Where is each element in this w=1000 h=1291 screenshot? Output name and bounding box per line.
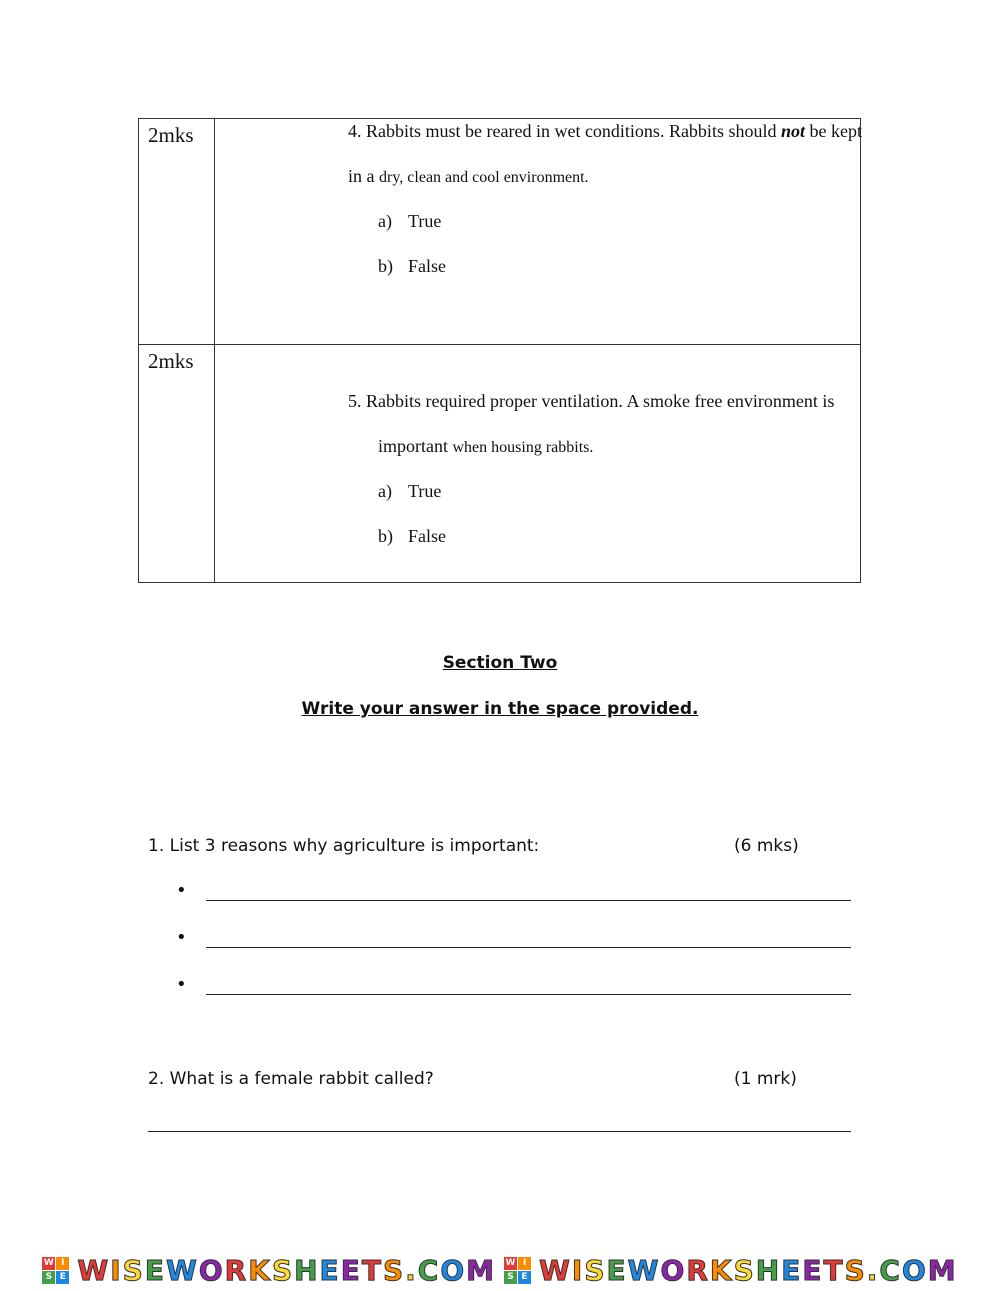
question-cell — [215, 119, 861, 345]
question-4-line-1: 4. Rabbits must be reared in wet conditions. Rabbits should not be kept — [348, 121, 862, 141]
marks-cell: 2mks — [139, 345, 215, 583]
answer-line-1[interactable] — [206, 900, 851, 901]
marks-cell: 2mks — [139, 119, 215, 345]
option-a-true[interactable]: a) True — [378, 211, 442, 231]
questions-table — [138, 118, 861, 583]
question-5-line-2: important when housing rabbits. — [378, 436, 594, 456]
watermark-text: WISEWORKSHEETS.COM — [77, 1254, 496, 1287]
answer-line-3[interactable] — [206, 994, 851, 995]
question-1-marks: (6 mks) — [734, 836, 799, 856]
watermark-footer — [0, 1250, 1000, 1291]
question-2-text: 2. What is a female rabbit called? — [148, 1069, 434, 1089]
question-row-4 — [139, 119, 861, 345]
answer-line-2[interactable] — [206, 947, 851, 948]
wise-logo-icon: W I S E — [42, 1257, 69, 1284]
question-2-marks: (1 mrk) — [734, 1069, 797, 1089]
option-a-true[interactable]: a) True — [378, 481, 442, 501]
option-b-false[interactable]: b) False — [378, 256, 446, 276]
question-cell — [215, 345, 861, 583]
bullet-2: • — [176, 927, 187, 948]
wise-logo-icon: W I S E — [504, 1257, 531, 1284]
option-b-false[interactable]: b) False — [378, 526, 446, 546]
section-instruction: Write your answer in the space provided. — [301, 699, 699, 719]
question-4-line-2: in a dry, clean and cool environment. — [348, 166, 589, 186]
watermark-text: WISEWORKSHEETS.COM — [539, 1254, 958, 1287]
bullet-1: • — [176, 880, 187, 901]
answer-line-q2[interactable] — [148, 1131, 851, 1132]
bullet-3: • — [176, 974, 187, 995]
question-1-text: 1. List 3 reasons why agriculture is important: — [148, 836, 540, 856]
question-5-line-1: 5. Rabbits required proper ventilation. A smoke free environment is — [348, 391, 835, 411]
section-title: Section Two — [442, 653, 558, 673]
emphasis-not: not — [780, 121, 805, 141]
question-row-5 — [139, 345, 861, 583]
